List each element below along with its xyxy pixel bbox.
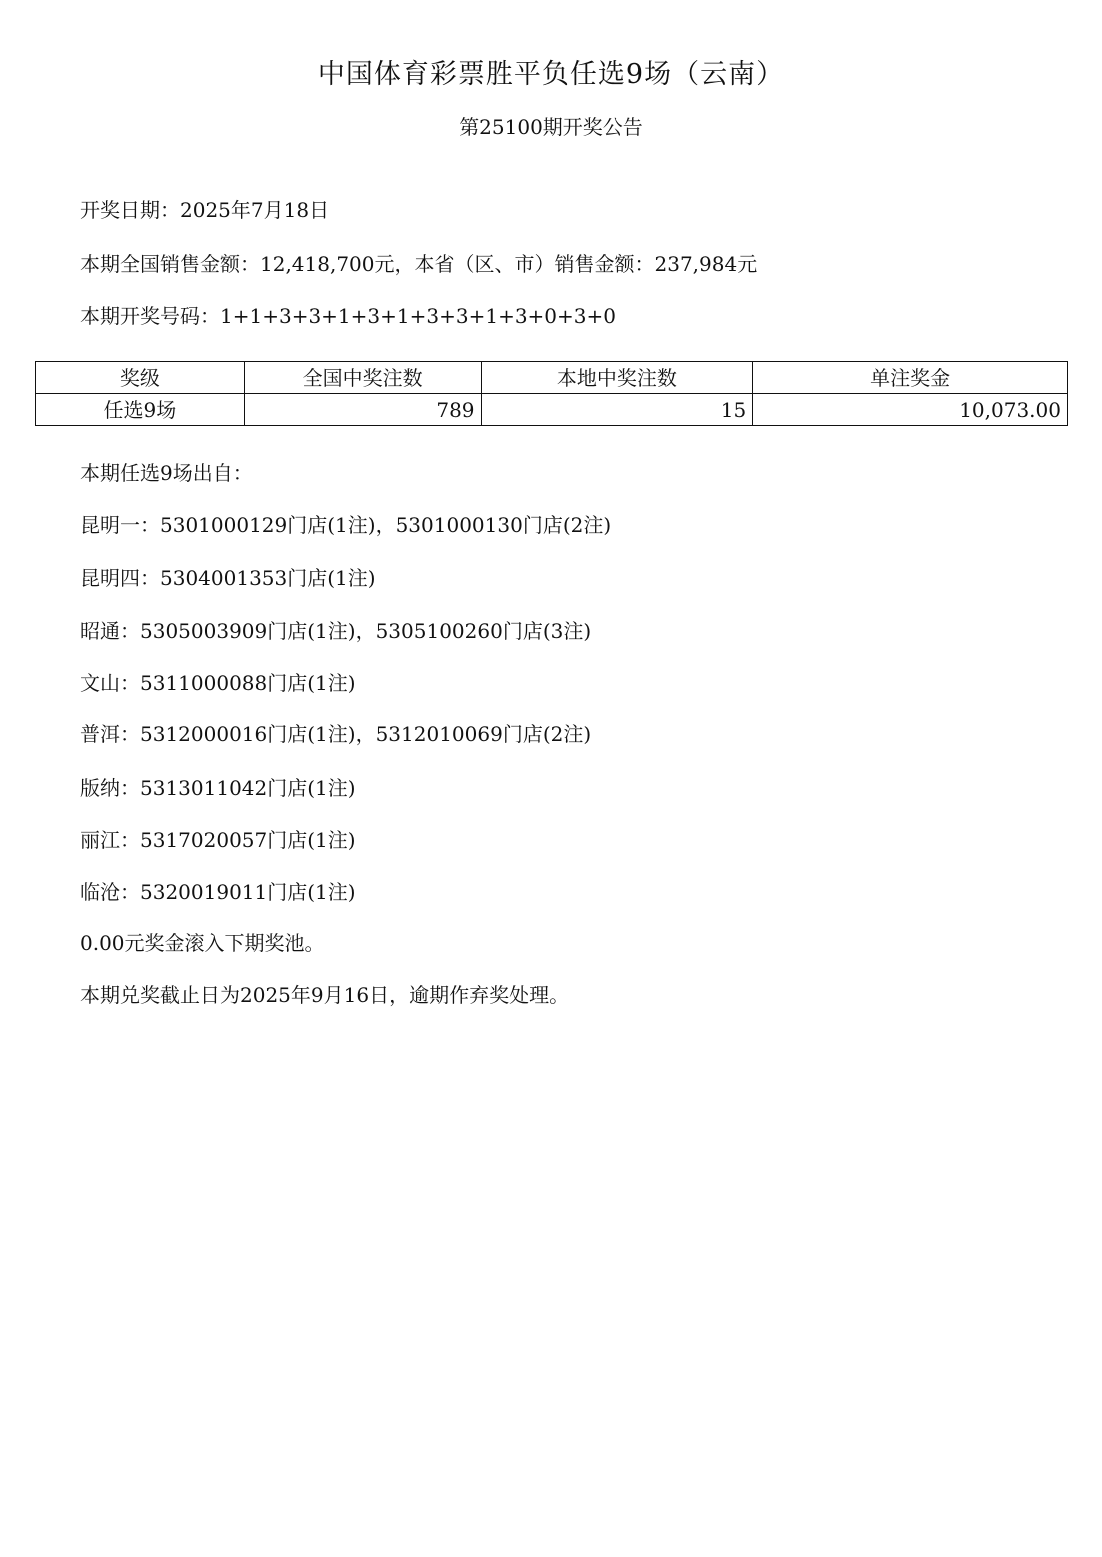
issue-subtitle: 第25100期开奖公告 — [459, 115, 643, 139]
cell-prize-level: 任选9场 — [36, 394, 245, 426]
prize-table — [35, 361, 1068, 426]
winning-numbers: 本期开奖号码：1+1+3+3+1+3+1+3+3+1+3+0+3+0 — [80, 304, 616, 328]
table-row — [36, 394, 1068, 426]
header-prize-level: 奖级 — [36, 362, 245, 394]
cell-prize-per-bet: 10,073.00 — [753, 394, 1068, 426]
winner-line-kunming4: 昆明四：5304001353门店(1注) — [80, 566, 376, 590]
draw-date: 开奖日期：2025年7月18日 — [80, 198, 330, 222]
winner-line-lijiang: 丽江：5317020057门店(1注) — [80, 828, 356, 852]
cell-national-winners: 789 — [244, 394, 481, 426]
sales-amount: 本期全国销售金额：12,418,700元，本省（区、市）销售金额：237,984元 — [80, 252, 758, 276]
header-local-winners: 本地中奖注数 — [481, 362, 753, 394]
winner-line-lincang: 临沧：5320019011门店(1注) — [80, 880, 356, 904]
cell-local-winners: 15 — [481, 394, 753, 426]
deadline-note: 本期兑奖截止日为2025年9月16日，逾期作弃奖处理。 — [80, 983, 570, 1007]
header-national-winners: 全国中奖注数 — [244, 362, 481, 394]
rollover-note: 0.00元奖金滚入下期奖池。 — [80, 931, 325, 955]
winner-line-zhaotong: 昭通：5305003909门店(1注)，5305100260门店(3注) — [80, 619, 592, 643]
winner-line-kunming1: 昆明一：5301000129门店(1注)，5301000130门店(2注) — [80, 513, 612, 537]
winner-line-puer: 普洱：5312000016门店(1注)，5312010069门店(2注) — [80, 722, 592, 746]
winner-line-wenshan: 文山：5311000088门店(1注) — [80, 671, 356, 695]
winner-line-banna: 版纳：5313011042门店(1注) — [80, 776, 356, 800]
page-title: 中国体育彩票胜平负任选9场（云南） — [317, 59, 785, 90]
header-prize-per-bet: 单注奖金 — [753, 362, 1068, 394]
table-header-row — [36, 362, 1068, 394]
winners-intro: 本期任选9场出自： — [80, 461, 253, 485]
